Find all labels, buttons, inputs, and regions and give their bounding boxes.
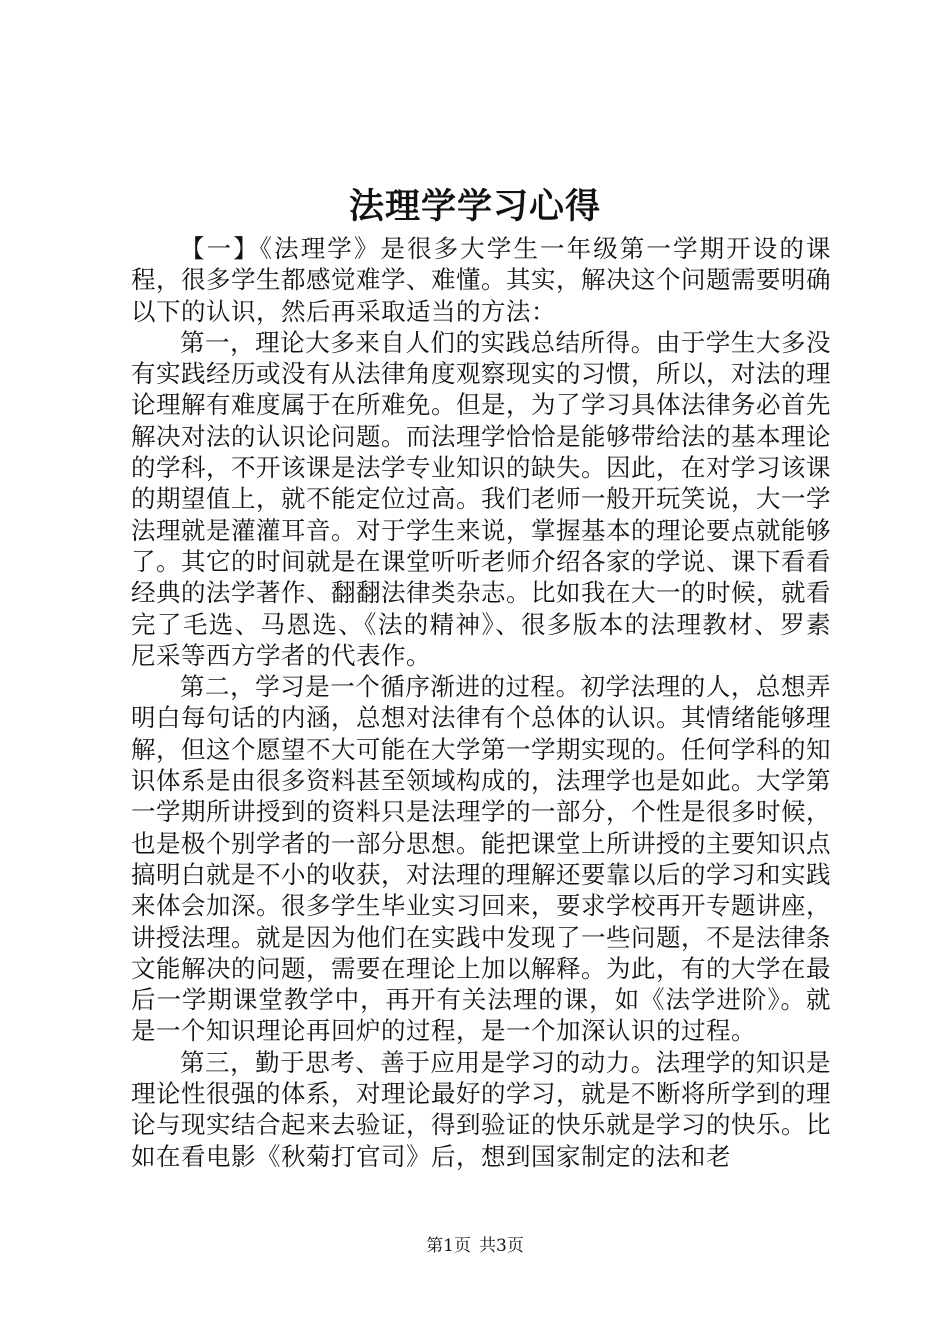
page-footer <box>0 1234 950 1258</box>
paragraph-first-point: 第一，理论大多来自人们的实践总结所得。由于学生大多没有实践经历或没有从法律角度观察现实的习惯，所以，对法的理论理解有难度属于在所难免。但是，为了学习具体法律务必首先解决对法的认识论问题。而法理学恰恰是能够带给法的基本理论的学科，不开该课是法学专业知识的缺失。因此，在对学习该课的期望值上，就不能定位过高。我们老师一般开玩笑说，大一学法理就是灌灌耳音。对于学生来说，掌握基本的理论要点就能够了。其它的时间就是在课堂听听老师介绍各家的学说、课下看看经典的法学著作、翻翻法律类杂志。比如我在大一的时候，就看完了毛选、马恩选、《法的精神》、很多版本的法理教材、罗素尼采等西方学者的代表作。 <box>131 327 831 670</box>
page-total: 共3页 <box>479 1236 524 1256</box>
page-number: 第1页 <box>426 1236 471 1256</box>
paragraph-third-point: 第三，勤于思考、善于应用是学习的动力。法理学的知识是理论性很强的体系，对理论最好的学习，就是不断将所学到的理论与现实结合起来去验证，得到验证的快乐就是学习的快乐。比如在看电影《秋菊打官司》后，想到国家制定的法和老 <box>131 1047 831 1171</box>
document-title: 法理学学习心得 <box>348 186 601 227</box>
paragraph-second-point: 第二，学习是一个循序渐进的过程。初学法理的人，总想弄明白每句话的内涵，总想对法律有个总体的认识。其情绪能够理解，但这个愿望不大可能在大学第一学期实现的。任何学科的知识体系是由很多资料甚至领域构成的，法理学也是如此。大学第一学期所讲授到的资料只是法理学的一部分，个性是很多时候，也是极个别学者的一部分思想。能把课堂上所讲授的主要知识点搞明白就是不小的收获，对法理的理解还要靠以后的学习和实践来体会加深。很多学生毕业实习回来，要求学校再开专题讲座，讲授法理。就是因为他们在实践中发现了一些问题，不是法律条文能解决的问题，需要在理论上加以解释。为此，有的大学在最后一学期课堂教学中，再开有关法理的课，如《法学进阶》。就是一个知识理论再回炉的过程，是一个加深认识的过程。 <box>131 672 831 1046</box>
document-body <box>131 233 831 1172</box>
paragraph-intro: 【一】《法理学》是很多大学生一年级第一学期开设的课程，很多学生都感觉难学、难懂。其实，解决这个问题需要明确以下的认识，然后再采取适当的方法： <box>131 234 831 326</box>
